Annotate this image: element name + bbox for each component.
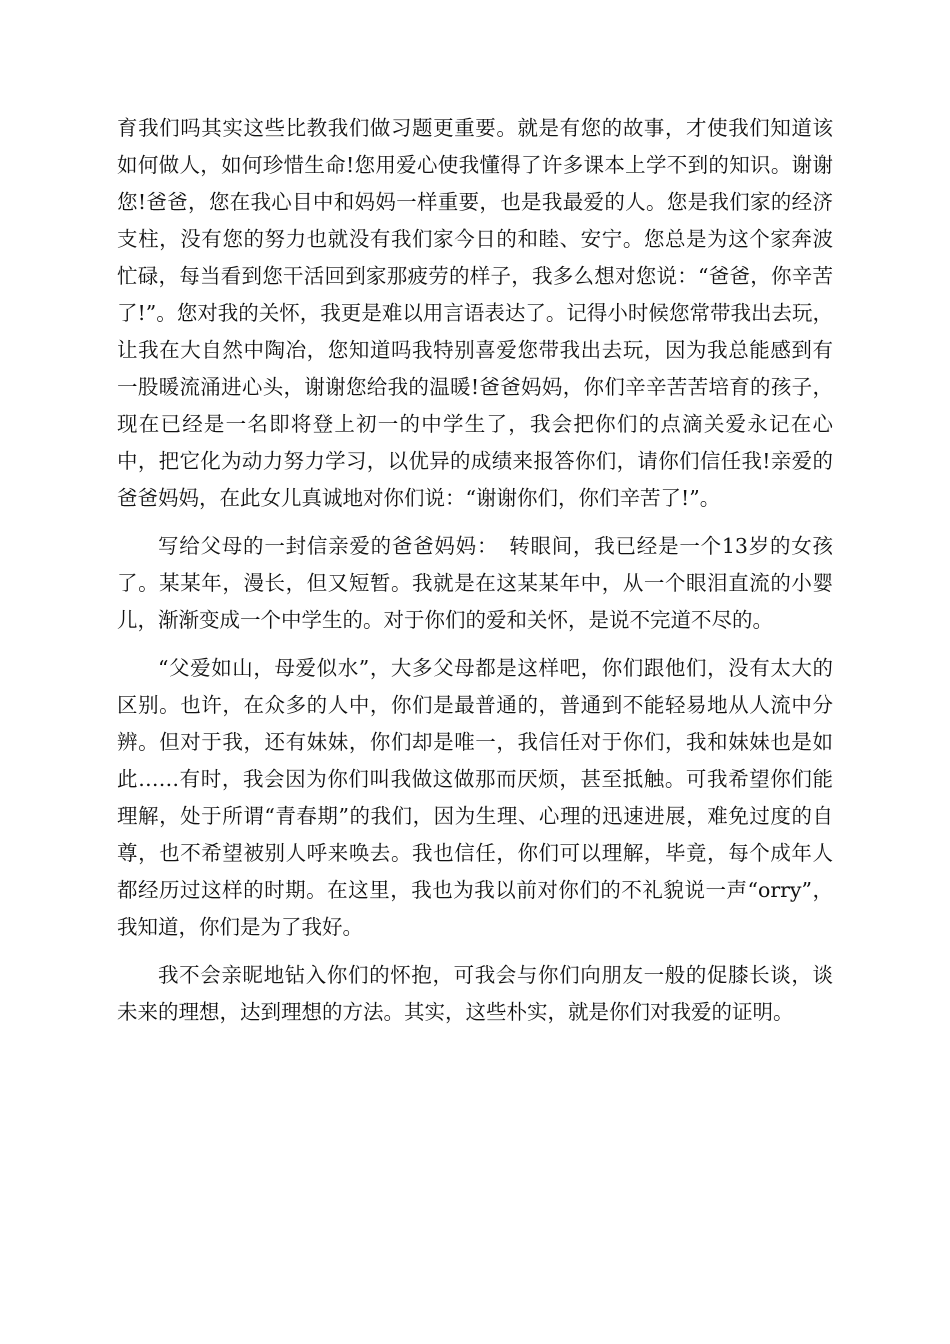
paragraph-letter-opening: 写给父母的一封信亲爱的爸爸妈妈： 转眼间，我已经是一个13岁的女孩了。某某年，漫长，但又短暂。我就是在这某某年中，从一个眼泪直流的小婴儿，渐渐变成一个中学生的。对于你们的爱和关怀，是说不完道不尽的。 <box>117 534 833 632</box>
document-body <box>117 110 833 1031</box>
paragraph-closing: 我不会亲昵地钻入你们的怀抱，可我会与你们向朋友一般的促膝长谈，谈未来的理想，达到理想的方法。其实，这些朴实，就是你们对我爱的证明。 <box>117 963 833 1024</box>
paragraph-continuation: 育我们吗其实这些比教我们做习题更重要。就是有您的故事，才使我们知道该如何做人，如何珍惜生命!您用爱心使我懂得了许多课本上学不到的知识。谢谢您!爸爸，您在我心目中和妈妈一样重要，也是我最爱的人。您是我们家的经济支柱，没有您的努力也就没有我们家今日的和睦、安宁。您总是为这个家奔波忙碌，每当看到您干活回到家那疲劳的样子，我多么想对您说：“爸爸，你辛苦了!”。您对我的关怀，我更是难以用言语表达了。记得小时候您常带我出去玩，让我在大自然中陶冶，您知道吗我特别喜爱您带我出去玩，因为我总能感到有一股暖流涌进心头，谢谢您给我的温暖!爸爸妈妈，你们辛辛苦苦培育的孩子，现在已经是一名即将登上初一的中学生了，我会把你们的点滴关爱永记在心中，把它化为动力努力学习，以优异的成绩来报答你们，请你们信任我!亲爱的爸爸妈妈，在此女儿真诚地对你们说：“谢谢你们，你们辛苦了!”。 <box>117 116 833 510</box>
paragraph-parents-love: “父爱如山，母爱似水”，大多父母都是这样吧，你们跟他们，没有太大的区别。也许，在众多的人中，你们是最普通的，普通到不能轻易地从人流中分辨。但对于我，还有妹妹，你们却是唯一，我信任对于你们，我和妹妹也是如此……有时，我会因为你们叫我做这做那而厌烦，甚至抵触。可我希望你们能理解，处于所谓“青春期”的我们，因为生理、心理的迅速进展，难免过度的自尊，也不希望被别人呼来唤去。我也信任，你们可以理解，毕竟，每个成年人都经历过这样的时期。在这里，我也为我以前对你们的不礼貌说一声“orry”，我知道，你们是为了我好。 <box>117 656 833 939</box>
